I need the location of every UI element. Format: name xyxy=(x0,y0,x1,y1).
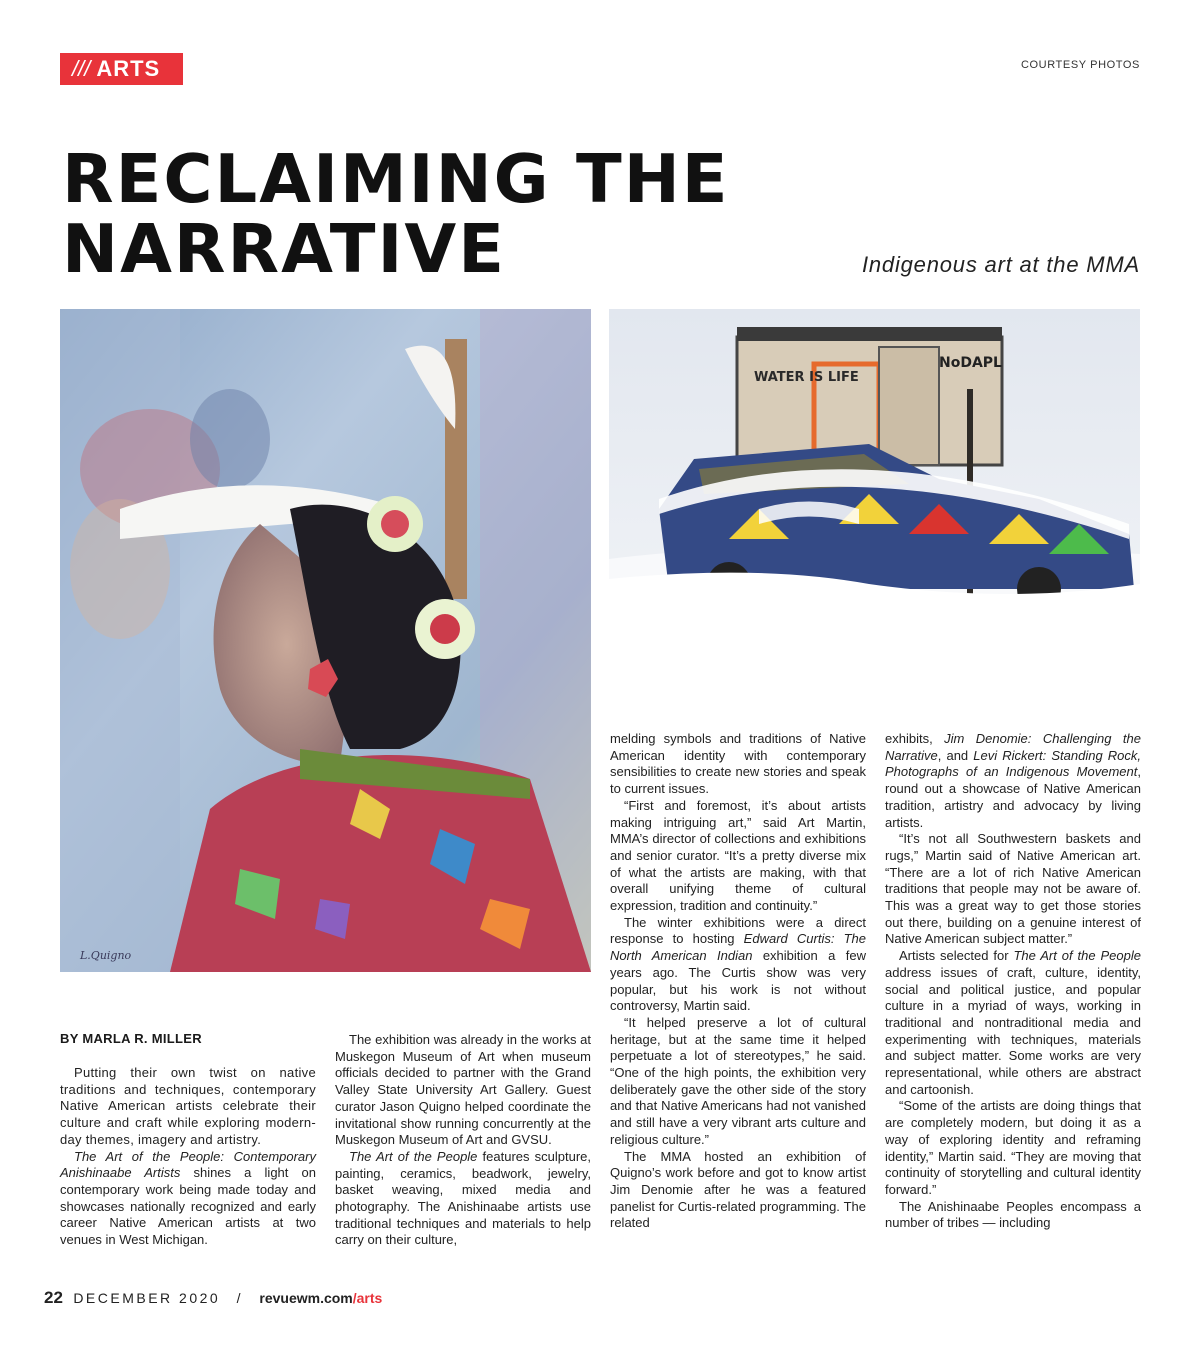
paragraph xyxy=(885,948,1141,1098)
article-column-4 xyxy=(885,731,1141,1232)
work-title: Jim Denomie: Challenging the Narrative xyxy=(885,731,1141,763)
snow-car-illustration xyxy=(609,309,1140,670)
paragraph: The exhibition was already in the works at Muskegon Museum of Art when museum officials decided to partner with the Grand Valley State University Art Gallery. Guest curator Jason Quigno helped coordinate the invitational show running concurrently at the Muskegon Museum of Art and GVSU. xyxy=(335,1032,591,1148)
headline-line-2: NARRATIVE xyxy=(62,210,507,288)
painting-illustration xyxy=(60,309,591,972)
paragraph-text: , round out a showcase of Native American tradition, artistry and advocacy by living artists. xyxy=(885,764,1141,830)
graffiti-nodapl: NoDAPL xyxy=(939,355,1002,371)
paragraph-text: Artists selected for xyxy=(899,948,1014,964)
paragraph: “It’s not all Southwestern baskets and rugs,” Martin said of Native American art. “There are a lot of rich Native American traditions that people may not be aware of. This was a great way to get those stories out there, building on a genuine interest of Native American subject matter.” xyxy=(885,831,1141,947)
paragraph-text: exhibits, xyxy=(885,731,945,746)
byline: BY MARLA R. MILLER xyxy=(60,1031,202,1046)
section-tag xyxy=(60,53,183,85)
headline xyxy=(62,140,762,288)
page-folio xyxy=(44,1288,382,1308)
site-path[interactable]: /arts xyxy=(352,1290,383,1306)
issue-date: DECEMBER 2020 xyxy=(73,1290,221,1306)
work-title: Levi Rickert: Standing Rock, Photographs of an Indigenous Movement xyxy=(885,747,1141,780)
section-slashes: /// xyxy=(72,56,91,81)
subhead: Indigenous art at the MMA xyxy=(861,252,1140,277)
paragraph-text: , and xyxy=(937,747,974,763)
page-number: 22 xyxy=(44,1288,63,1307)
graffiti-water-is-life: WATER IS LIFE xyxy=(754,370,859,385)
headline-line-1: RECLAIMING THE xyxy=(62,140,730,218)
paragraph xyxy=(335,1149,591,1249)
paragraph: “First and foremost, it’s about artists making intriguing art,” said Art Martin, MMA’s director of collections and exhibitions and senior curator. “It’s a pretty diverse mix of what the artists are making, with that overall unifying theme of cultural expression, tradition and continuity.” xyxy=(610,797,866,914)
paragraph-text: address issues of craft, culture, identity, social and political justice, and popular culture in a myriad of ways, working in traditional and nontraditional media and experimenting with techniques, materials and subject matter. Some works are very representational, while others are abstract and cartoonish. xyxy=(885,964,1141,1097)
site-link[interactable]: revuewm.com xyxy=(259,1290,353,1306)
paragraph xyxy=(60,1149,316,1249)
paragraph-text: exhibition a few years ago. The Curtis show was very popular, but his work is not without controversy, Martin said. xyxy=(610,948,866,1014)
article-column-3 xyxy=(610,731,866,1232)
paragraph: “It helped preserve a lot of cultural heritage, but at the same time it helped perpetuate a lot of stereotypes,” he said. “One of the high points, the exhibition very deliberately gave the other side of the story and that Native Americans had not vanished and still have a very vibrant arts culture and religious culture.” xyxy=(610,1014,866,1147)
paragraph: The MMA hosted an exhibition of Quigno’s work before and got to know artist Jim Denomie after he was a featured panelist for Curtis-related programming. The related xyxy=(610,1148,866,1231)
work-title: The Art of the People xyxy=(1013,948,1141,964)
work-title: The Art of the People: Contemporary Anishinaabe Artists xyxy=(60,1148,316,1181)
article-column-1 xyxy=(60,1065,316,1249)
paragraph-text: The winter exhibitions were a direct response to hosting xyxy=(610,914,866,947)
paragraph: The Anishinaabe Peoples encompass a number of tribes — including xyxy=(885,1198,1141,1231)
paragraph-text: features sculpture, painting, ceramics, beadwork, jewelry, basket weaving, mixed media and photography. The Anishinaabe artists use traditional techniques and materials to help carry on their culture, xyxy=(335,1148,591,1248)
paragraph: melding symbols and traditions of Native American identity with contemporary sensibilities to create new stories and speak to current issues. xyxy=(610,731,866,797)
section-label: ARTS xyxy=(96,56,161,81)
snow-car-photo xyxy=(609,309,1140,670)
painting-photo xyxy=(60,309,591,972)
paragraph xyxy=(885,731,1141,831)
paragraph-text: shines a light on contemporary work being made today and showcases nationally recognized and early career Native American artists at two venues in West Michigan. xyxy=(60,1165,316,1248)
work-title: The Art of the People xyxy=(349,1148,478,1164)
painting-signature: L.Quigno xyxy=(80,949,132,962)
paragraph: “Some of the artists are doing things that are completely modern, but doing it as a way of exploring identity and reframing identity,” Martin said. “They are moving that continuity of storytelling and cultural identity forward.” xyxy=(885,1098,1141,1197)
paragraph xyxy=(610,915,866,1015)
paragraph: Putting their own twist on native traditions and techniques, contemporary Native American artists celebrate their culture and craft while exploring modern-day themes, imagery and artistry. xyxy=(60,1065,316,1147)
work-title: Edward Curtis: The North American Indian xyxy=(610,931,866,964)
folio-separator: / xyxy=(236,1290,243,1306)
photo-credit: COURTESY PHOTOS xyxy=(1020,59,1140,71)
article-column-2 xyxy=(335,1032,591,1249)
